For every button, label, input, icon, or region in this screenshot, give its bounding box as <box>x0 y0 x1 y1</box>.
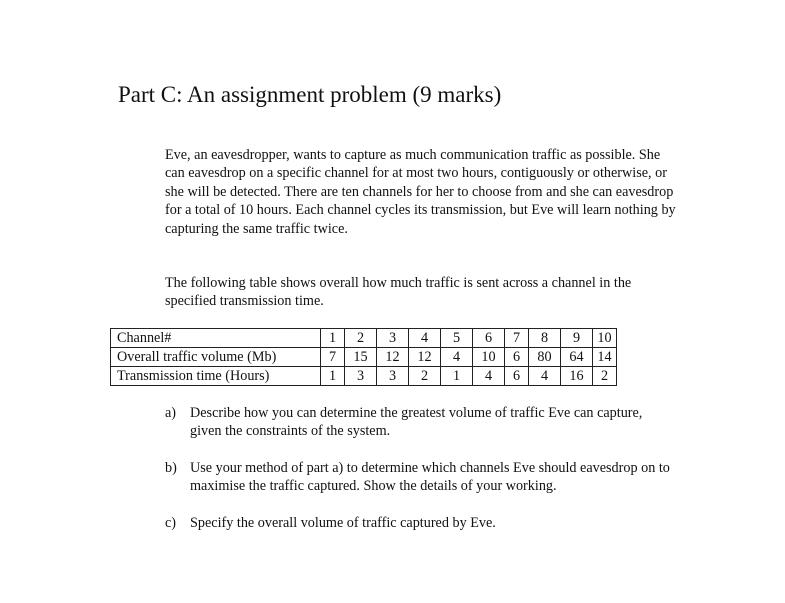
table-cell: 6 <box>505 367 529 386</box>
section-heading: Part C: An assignment problem (9 marks) <box>118 82 502 107</box>
table-cell: 2 <box>409 367 441 386</box>
table-cell: 4 <box>441 348 473 367</box>
table-cell: 5 <box>441 329 473 348</box>
row-header: Channel# <box>111 329 321 348</box>
table-cell: 3 <box>345 367 377 386</box>
table-cell: 9 <box>561 329 593 348</box>
table-cell: 2 <box>593 367 617 386</box>
table-cell: 1 <box>441 367 473 386</box>
table-cell: 3 <box>377 367 409 386</box>
question-item-b <box>165 459 675 496</box>
table-cell: 7 <box>505 329 529 348</box>
question-text: Specify the overall volume of traffic captured by Eve. <box>190 514 496 531</box>
table-intro-paragraph: The following table shows overall how much traffic is sent across a channel in the specified transmission time. <box>165 275 632 310</box>
row-header: Overall traffic volume (Mb) <box>111 348 321 367</box>
table-cell: 4 <box>473 367 505 386</box>
table-cell: 7 <box>321 348 345 367</box>
table-cell: 12 <box>409 348 441 367</box>
table-cell: 16 <box>561 367 593 386</box>
table-cell: 4 <box>409 329 441 348</box>
table-row-volume <box>111 348 617 367</box>
table-cell: 14 <box>593 348 617 367</box>
table-cell: 15 <box>345 348 377 367</box>
question-marker: c) <box>165 514 177 531</box>
question-item-a <box>165 404 675 441</box>
intro-paragraph: Eve, an eavesdropper, wants to capture as much communication traffic as possible. She can eavesdrop on a specific channel for at most two hours, contiguously or otherwise, or she will be detected. There are ten channels for her to choose from and she can eavesdrop for a total of 10 hours. Each channel cycles its transmission, but Eve will learn nothing by capturing the same traffic twice. <box>165 147 676 237</box>
table-cell: 2 <box>345 329 377 348</box>
table-cell: 80 <box>529 348 561 367</box>
table-row-time <box>111 367 617 386</box>
table-cell: 10 <box>473 348 505 367</box>
question-list <box>165 404 675 550</box>
question-marker: b) <box>165 459 177 476</box>
table-cell: 64 <box>561 348 593 367</box>
question-text: Use your method of part a) to determine which channels Eve should eavesdrop on to maximise the traffic captured. Show the details of your working. <box>190 459 670 495</box>
table-cell: 12 <box>377 348 409 367</box>
table-cell: 1 <box>321 367 345 386</box>
question-text: Describe how you can determine the greatest volume of traffic Eve can capture, given the constraints of the system. <box>190 405 643 440</box>
table-cell: 3 <box>377 329 409 348</box>
table-cell: 1 <box>321 329 345 348</box>
question-marker: a) <box>165 405 177 421</box>
table-cell: 8 <box>529 329 561 348</box>
traffic-table <box>110 328 617 386</box>
table-cell: 4 <box>529 367 561 386</box>
row-header: Transmission time (Hours) <box>111 367 321 386</box>
table-cell: 6 <box>473 329 505 348</box>
question-item-c <box>165 514 675 532</box>
table-cell: 6 <box>505 348 529 367</box>
table-cell: 10 <box>593 329 617 348</box>
table-row-channel <box>111 329 617 348</box>
